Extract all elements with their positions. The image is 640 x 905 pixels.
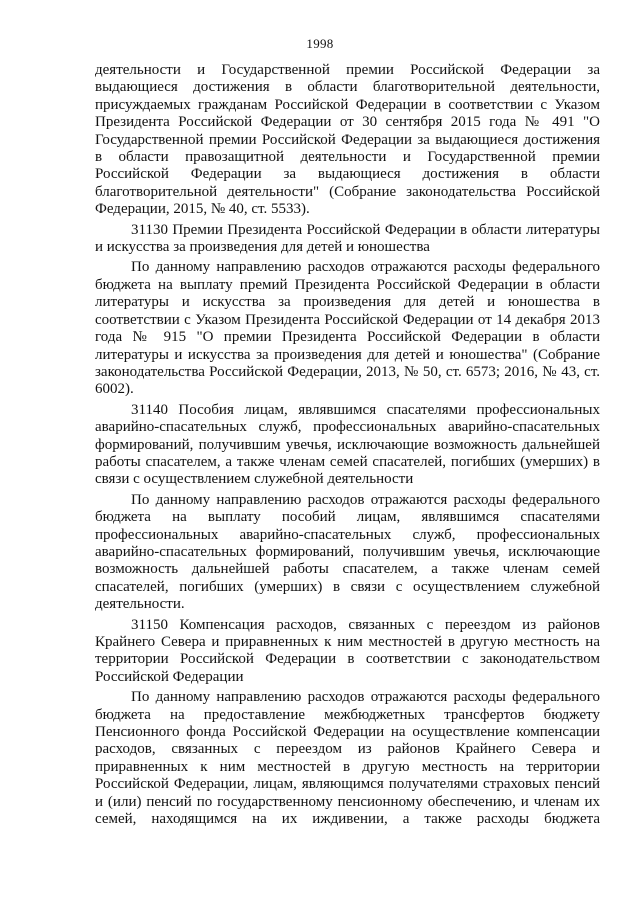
document-body — [95, 62, 600, 831]
section-heading-31140: 31140 Пособия лицам, являвшимся спасателями профессиональных аварийно-спасательных служб, профессиональных аварийно-спасательных формирований, получившим увечья, исключающие возможность дальнейшей работы спасателем, а также членам семей спасателей, погибших (умерших) в связи с осуществлением служебной деятельности — [95, 401, 600, 488]
paragraph-31130-description: По данному направлению расходов отражаются расходы федерального бюджета на выплату премий Президента Российской Федерации в области литературы и искусства за произведения для детей и юношества в соответствии с Указом Президента Российской Федерации от 14 декабря 2013 года № 915 "О премии Президента Российской Федерации в области литературы и искусства за произведения для детей и юношества" (Собрание законодательства Российской Федерации, 2013, № 50, ст. 6573; 2016, № 43, ст. 6002). — [95, 259, 600, 398]
section-heading-31130: 31130 Премии Президента Российской Федерации в области литературы и искусства за произведения для детей и юношества — [95, 221, 600, 256]
page-number: 1998 — [306, 36, 334, 51]
paragraph-continuation-31120: деятельности и Государственной премии Российской Федерации за выдающиеся достижения в области благотворительной деятельности, присуждаемых гражданам Российской Федерации в соответствии с Указом Президента Российской Федерации от 30 сентября 2015 года № 491 "О Государственной премии Российской Федерации за выдающиеся достижения в области правозащитной деятельности и Государственной премии Российской Федерации за выдающиеся достижения в области благотворительной деятельности" (Собрание законодательства Российской Федерации, 2015, № 40, ст. 5533). — [95, 62, 600, 218]
section-heading-31150: 31150 Компенсация расходов, связанных с переездом из районов Крайнего Севера и приравненных к ним местностей в другую местность на территории Российской Федерации в соответствии с законодательством Российской Федерации — [95, 616, 600, 685]
paragraph-31140-description: По данному направлению расходов отражаются расходы федерального бюджета на выплату пособий лицам, являвшимся спасателями профессиональных аварийно-спасательных служб, профессиональных аварийно-спасательных формирований, получившим увечья, исключающие возможность дальнейшей работы спасателем, а также членам семей спасателей, погибших (умерших) в связи с осуществлением служебной деятельности. — [95, 491, 600, 613]
paragraph-31150-description: По данному направлению расходов отражаются расходы федерального бюджета на предоставление межбюджетных трансфертов бюджету Пенсионного фонда Российской Федерации на осуществление компенсации расходов, связанных с переездом из районов Крайнего Севера и приравненных к ним местностей в другую местность на территории Российской Федерации, лицам, являющимся получателями страховых пенсий и (или) пенсий по государственному пенсионному обеспечению, и членам их семей, находящимся на их иждивении, а также расходы бюджета — [95, 689, 600, 828]
